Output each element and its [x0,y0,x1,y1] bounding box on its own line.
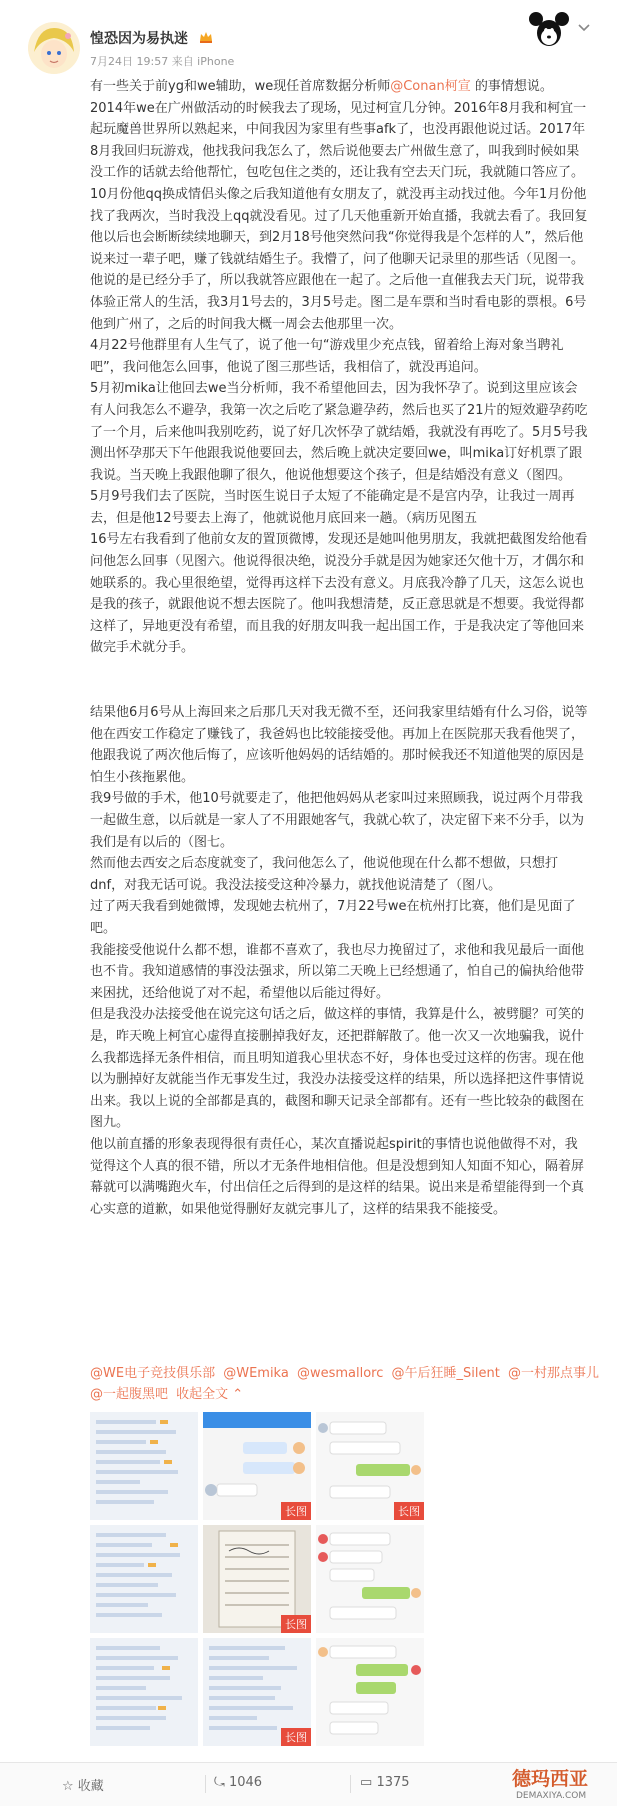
long-image-badge: 长图 [281,1502,311,1520]
mention-link[interactable]: @wesmallorc [296,1366,384,1381]
post-body [90,76,590,1220]
paragraph: 他以前直播的形象表现得很有责任心，某次直播说起spirit的事情也说他做得不对，我觉得这个人真的很不错，所以才无条件地相信他。但是没想到知人知面不知心，隔着屏幕就可以满嘴跑火车，付出信任之后得到的是这样的结果。说出来是希望能得到一个真心实意的道歉，如果他觉得删好友就完事儿了，这样的结果我不能接受。 [90,1136,585,1217]
divider [205,1775,206,1793]
mickey-sticker-icon [528,10,570,50]
post-meta: 7月24日 19:57 来自 iPhone [90,55,235,68]
paragraph: 他说的是已经分手了，所以我就答应跟他在一起了。之后他一直催我去天门玩，说带我体验正常人的生活，我3月1号去的，3月5号走。图二是车票和当时看电影的票根。6号他到广州了，之后的时间我大概一周会去他那里一次。 [90,273,587,332]
avatar[interactable] [28,22,80,74]
paragraph-spacer [90,659,590,702]
image-thumb[interactable] [90,1412,198,1520]
username[interactable] [90,28,213,48]
image-thumb[interactable] [203,1525,311,1633]
image-thumb[interactable] [203,1412,311,1520]
comment-icon: ▭ [360,1775,373,1790]
paragraph: 我能接受他说什么都不想，谁都不喜欢了，我也尽力挽留过了，求他和我见最后一面他也不肯。我知道感情的事没法强求，所以第二天晚上已经想通了，怕自己的偏执给他带来困扰，还给他说了对不起，希望他以后能过得好。 [90,942,585,1001]
paragraph: 过了两天我看到她微博，发现她去杭州了，7月22号we在杭州打比赛，他们是见面了吧。 [90,899,576,936]
mention-link[interactable]: @Conan柯宣 [390,79,471,94]
paragraph: 然而他去西安之后态度就变了，我问他怎么了，他说他现在什么都不想做，只想打dnf，对我无话可说。我没法接受这种冷暴力，就找他说清楚了（图八。 [90,856,559,893]
mention-link[interactable]: @WE电子竞技俱乐部 [90,1366,216,1381]
paragraph: 2014年we在广州做活动的时候我去了现场，见过柯宣几分钟。2016年8月我和柯宜一起玩魔兽世界所以熟起来，中间我因为家里有些事afk了，也没再跟他说过话。2017年8月我回归玩游戏，他找我问我怎么了，然后说他要去广州做生意了，叫我到时候如果没工作的话就去给他帮忙，包吃包住之类的，还让我有空去天门玩，我就随口答应了。 [90,100,587,181]
long-image-badge: 长图 [394,1502,424,1520]
mention-link[interactable]: @一村那点事儿 [507,1366,599,1381]
long-image-badge: 长图 [281,1728,311,1746]
image-thumb[interactable] [90,1525,198,1633]
paragraph: 16号左右我看到了他前女友的置顶微博，发现还是她叫他男朋友，我就把截图发给他看问他怎么回事（见图六。他说得很决绝，说没分手就是因为她家还欠他十万，才偶尔和她联系的。我心里很绝望，觉得再这样下去没有意义。月底我冷静了几天，这怎么说也是我的孩子，就跟他说不想去医院了。他叫我想清楚，反正意思就是不想要。我觉得都这样了，异地更没有希望，而且我的好朋友叫我一起出国工作，于是我决定了等他回来做完手术就分手。 [90,532,588,656]
image-thumb[interactable] [316,1412,424,1520]
image-thumb[interactable] [316,1638,424,1746]
paragraph: 5月9号我们去了医院，当时医生说日子太短了不能确定是不是宫内孕，让我过一周再去，但是他12号要去上海了，他就说他月底回来一趟。（病历见图五 [90,489,575,526]
repost-icon: ⤿ [214,1775,225,1790]
divider [350,1775,351,1793]
mention-link[interactable]: @一起腹黑吧 [90,1387,169,1402]
image-thumb[interactable] [90,1638,198,1746]
mention-link[interactable]: @午后狂睡_Silent [391,1366,500,1381]
favorite-button[interactable]: ☆ 收藏 [62,1779,104,1794]
paragraph: 有一些关于前yg和we辅助，we现任首席数据分析师@Conan柯宣 的事情想说。 [90,79,553,94]
username-text[interactable]: 惶恐因为易执迷 [90,31,188,47]
crown-icon [199,31,213,46]
star-icon: ☆ [62,1779,74,1794]
paragraph: 5月初mika让他回去we当分析师，我不希望他回去，因为我怀孕了。说到这里应该会有人问我怎么不避孕，我第一次之后吃了紧急避孕药，然后也买了21片的短效避孕药吃了一个月，后来他叫我别吃药，说了好几次怀孕了就结婚，我就没有再吃了。5月5号我测出怀孕那天下午他跟我说他要回去，然后晚上就决定要回we，叫mika订好机票了跟我说。当天晚上我跟他聊了很久，他说他想要这个孩子，但是结婚没有意义（图四。 [90,381,588,483]
comment-button[interactable]: ▭ 1375 [360,1775,410,1790]
mention-link[interactable]: @WEmika [223,1366,289,1381]
mention-tags [90,1363,610,1405]
image-thumb[interactable] [316,1525,424,1633]
chevron-down-icon[interactable] [577,18,591,37]
paragraph: 我9号做的手术，他10号就要走了，他把他妈妈从老家叫过来照顾我，说过两个月带我一起做生意，以后就是一家人了不用跟她客气，我就心软了，决定留下来不分手，以为我们是有以后的（图七。 [90,791,585,850]
paragraph: 4月22号他群里有人生气了，说了他一句“游戏里少充点钱，留着给上海对象当聘礼吧”，我问他怎么回事，他说了图三那些话，我相信了，就没再追问。 [90,338,564,375]
repost-button[interactable]: ⤿ 1046 [214,1775,263,1790]
watermark-sub: DEMAXIYA.COM [516,1791,587,1801]
image-thumb[interactable] [203,1638,311,1746]
paragraph: 结果他6月6号从上海回来之后那几天对我无微不至，还问我家里结婚有什么习俗，说等他在西安工作稳定了赚钱了，我爸妈也比较能接受他。再加上在医院那天我看他哭了，他跟我说了两次他后悔了，应该听他妈妈的话结婚的。那时候我还不知道他哭的原因是怕生小孩拖累他。 [90,705,588,785]
watermark-main: 德玛西亚 [512,1768,589,1790]
site-watermark-logo [510,1765,615,1801]
collapse-fulltext-link[interactable]: 收起全文 ⌃ [176,1387,244,1402]
paragraph: 10月份他qq换成情侣头像之后我知道他有女朋友了，就没再主动找过他。今年1月份他找了我两次，当时我没上qq就没看见。过了几天他重新开始直播，我就去看了。我回复他以后也会断断续续地聊天，到2月18号他突然问我“你觉得我是个怎样的人”，然后他说来过一辈子吧，赚了钱就结婚生子。我懵了，问了他聊天记录里的那些话（见图一。 [90,186,588,267]
paragraph: 但是我没办法接受他在说完这句话之后，做这样的事情，我算是什么，被劈腿？可笑的是，昨天晚上柯宜心虚得直接删掉我好友，还把群解散了。他一次又一次地骗我，说什么我都选择无条件相信，而且明知道我心里状态不好，身体也受过这样的伤害。现在他以为删掉好友就能当作无事发生过，我没办法接受这样的结果，所以选择把这件事情说出来。我以上说的全部都是真的，截图和聊天记录全部都有。还有一些比较杂的截图在图九。 [90,1007,585,1131]
long-image-badge: 长图 [281,1615,311,1633]
